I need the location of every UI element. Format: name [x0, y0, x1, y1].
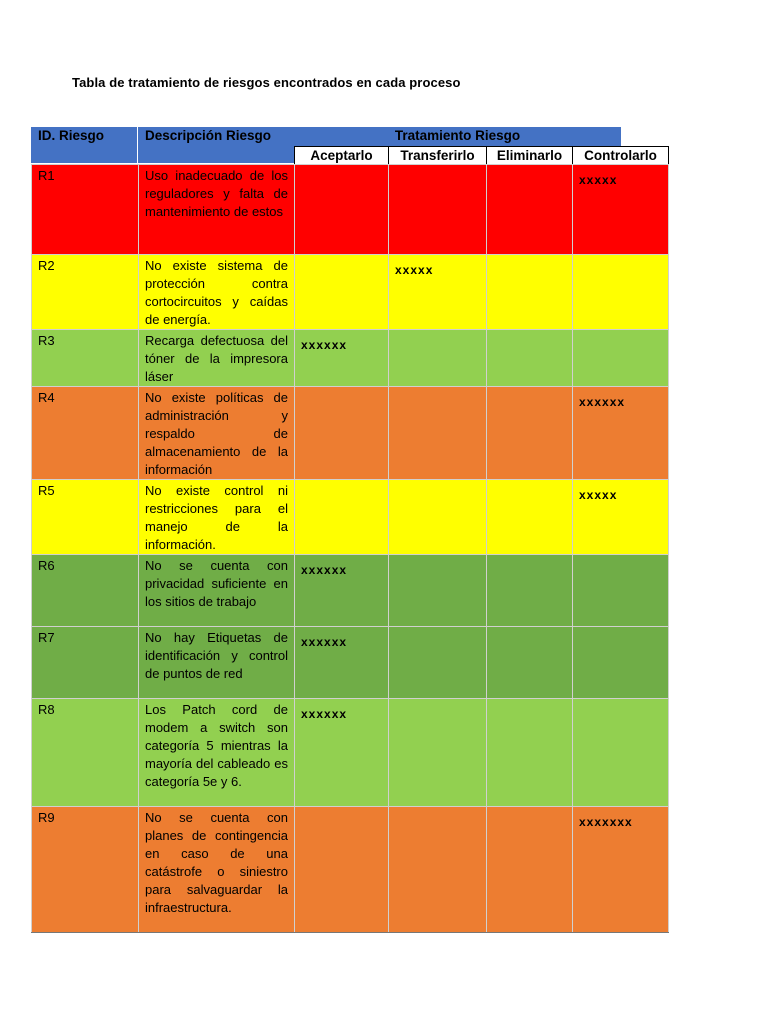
risk-id: R8 — [32, 699, 139, 807]
cell-aceptarlo: xxxxxx — [295, 555, 389, 627]
risk-description: Uso inadecuado de los reguladores y falta de mantenimiento de estos — [139, 165, 295, 255]
cell-eliminarlo — [487, 627, 573, 699]
risk-id: R3 — [32, 330, 139, 387]
risk-id: R4 — [32, 387, 139, 480]
risk-id: R1 — [32, 165, 139, 255]
table-row — [32, 699, 669, 807]
table-row — [32, 480, 669, 555]
risk-description: Recarga defectuosa del tóner de la impresora láser — [139, 330, 295, 387]
cell-controlarlo: xxxxxxx — [573, 807, 669, 933]
cell-aceptarlo — [295, 165, 389, 255]
cell-transferirlo — [389, 699, 487, 807]
cell-aceptarlo — [295, 480, 389, 555]
cell-controlarlo: xxxxxx — [573, 387, 669, 480]
header-aceptarlo: Aceptarlo — [295, 147, 389, 165]
cell-transferirlo — [389, 807, 487, 933]
cell-controlarlo: xxxxx — [573, 480, 669, 555]
risk-description: No existe políticas de administración y respaldo de almacenamiento de la información — [139, 387, 295, 480]
header-descripcion-riesgo: Descripción Riesgo — [138, 127, 294, 163]
cell-transferirlo — [389, 480, 487, 555]
header-transferirlo: Transferirlo — [389, 147, 487, 165]
cell-aceptarlo: xxxxxx — [295, 330, 389, 387]
cell-controlarlo: xxxxx — [573, 165, 669, 255]
cell-controlarlo — [573, 555, 669, 627]
cell-eliminarlo — [487, 165, 573, 255]
cell-eliminarlo — [487, 330, 573, 387]
treatment-options-header — [294, 146, 669, 165]
risk-description: Los Patch cord de modem a switch son categoría 5 mientras la mayoría del cableado es categoría 5e y 6. — [139, 699, 295, 807]
risk-description: No hay Etiquetas de identificación y control de puntos de red — [139, 627, 295, 699]
table-row — [32, 165, 669, 255]
document-title: Tabla de tratamiento de riesgos encontrados en cada proceso — [72, 75, 461, 90]
header-tratamiento-riesgo: Tratamiento Riesgo — [294, 127, 621, 146]
cell-aceptarlo: xxxxxx — [295, 699, 389, 807]
cell-eliminarlo — [487, 807, 573, 933]
risk-description: No existe control ni restricciones para el manejo de la información. — [139, 480, 295, 555]
cell-controlarlo — [573, 255, 669, 330]
table-row — [32, 255, 669, 330]
table-row — [32, 627, 669, 699]
cell-transferirlo — [389, 627, 487, 699]
cell-transferirlo: xxxxx — [389, 255, 487, 330]
cell-transferirlo — [389, 165, 487, 255]
cell-controlarlo — [573, 699, 669, 807]
cell-controlarlo — [573, 627, 669, 699]
risk-id: R7 — [32, 627, 139, 699]
risk-id: R9 — [32, 807, 139, 933]
risk-id: R2 — [32, 255, 139, 330]
risk-description: No se cuenta con privacidad suficiente en los sitios de trabajo — [139, 555, 295, 627]
cell-eliminarlo — [487, 699, 573, 807]
cell-aceptarlo: xxxxxx — [295, 627, 389, 699]
cell-aceptarlo — [295, 387, 389, 480]
risk-description: No se cuenta con planes de contingencia en caso de una catástrofe o siniestro para salvaguardar la infraestructura. — [139, 807, 295, 933]
header-eliminarlo: Eliminarlo — [487, 147, 573, 165]
cell-eliminarlo — [487, 387, 573, 480]
table-row — [32, 555, 669, 627]
cell-controlarlo — [573, 330, 669, 387]
risk-id: R5 — [32, 480, 139, 555]
cell-eliminarlo — [487, 555, 573, 627]
table-row — [32, 387, 669, 480]
cell-transferirlo — [389, 555, 487, 627]
cell-transferirlo — [389, 330, 487, 387]
cell-transferirlo — [389, 387, 487, 480]
table-row — [32, 807, 669, 933]
cell-aceptarlo — [295, 255, 389, 330]
table-row — [32, 330, 669, 387]
risk-treatment-table — [31, 164, 669, 933]
cell-eliminarlo — [487, 255, 573, 330]
header-id-riesgo: ID. Riesgo — [31, 127, 138, 163]
cell-eliminarlo — [487, 480, 573, 555]
cell-aceptarlo — [295, 807, 389, 933]
risk-description: No existe sistema de protección contra cortocircuitos y caídas de energía. — [139, 255, 295, 330]
risk-id: R6 — [32, 555, 139, 627]
header-controlarlo: Controlarlo — [573, 147, 669, 165]
